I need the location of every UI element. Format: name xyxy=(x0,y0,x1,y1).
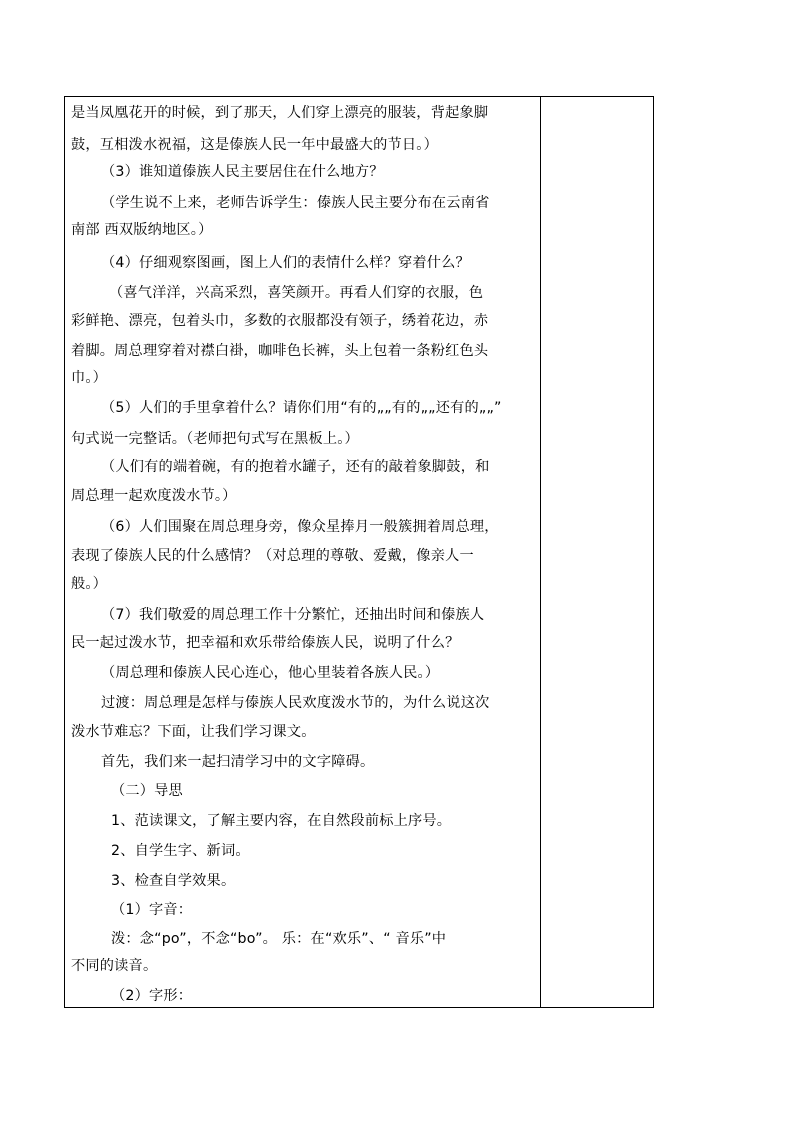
text-line: （周总理和傣族人民心连心，他心里装着各族人民。） xyxy=(101,665,440,681)
text-line: （7）我们敬爱的周总理工作十分繁忙，还抽出时间和傣族人 xyxy=(101,607,485,623)
text-line: 1、范读课文，了解主要内容，在自然段前标上序号。 xyxy=(111,813,452,829)
text-line: 表现了傣族人民的什么感情？（对总理的尊敬、爱戴，像亲人一 xyxy=(71,548,474,564)
notes-column xyxy=(542,97,653,1007)
text-line: 3、检查自学效果。 xyxy=(111,873,236,889)
text-line: 泼：念“po”，不念“bo”。 乐：在“欢乐”、“ 音乐”中 xyxy=(111,931,447,947)
text-line: 首先，我们来一起扫清学习中的文字障碍。 xyxy=(101,754,375,770)
text-line: 着脚。周总理穿着对襟白褂，咖啡色长裤，头上包着一条粉红色头 xyxy=(71,343,489,359)
text-line: 民一起过泼水节，把幸福和欢乐带给傣族人民，说明了什么？ xyxy=(71,635,460,651)
text-line: 泼水节难忘？下面，让我们学习课文。 xyxy=(71,724,316,740)
text-line: 句式说一完整话。（老师把句式写在黑板上。） xyxy=(71,431,359,447)
text-line: 过渡：周总理是怎样与傣族人民欢度泼水节的，为什么说这次 xyxy=(101,695,490,711)
text-line: 般。） xyxy=(71,576,108,592)
text-line: 彩鲜艳、漂亮，包着头巾，多数的衣服都没有领子，绣着花边，赤 xyxy=(71,313,489,329)
text-line: （喜气洋洋，兴高采烈，喜笑颜开。再看人们穿的衣服，色 xyxy=(109,285,484,301)
main-column xyxy=(65,97,541,1007)
text-line: 周总理一起欢度泼水节。） xyxy=(71,488,237,504)
text-line: （1）字音： xyxy=(111,902,193,918)
text-line: （2）字形： xyxy=(111,988,193,1004)
text-line: 2、自学生字、新词。 xyxy=(111,843,250,859)
text-line: 不同的读音。 xyxy=(71,958,158,974)
text-line: （学生说不上来，老师告诉学生：傣族人民主要分布在云南省 xyxy=(101,195,490,211)
text-line: 是当凤凰花开的时候，到了那天，人们穿上漂亮的服装，背起象脚 xyxy=(71,105,489,121)
text-line: （二）导思 xyxy=(111,783,183,799)
text-line: （6）人们围聚在周总理身旁，像众星捧月一般簇拥着周总理， xyxy=(101,519,499,535)
text-line: （人们有的端着碗，有的抱着水罐子，还有的敲着象脚鼓，和 xyxy=(101,459,490,475)
text-line: 南部 西双版纳地区。） xyxy=(71,222,213,238)
text-line: （4）仔细观察图画，图上人们的表情什么样？穿着什么？ xyxy=(101,255,470,271)
text-line: （3）谁知道傣族人民主要居住在什么地方？ xyxy=(101,164,384,180)
text-line: 巾。） xyxy=(71,370,108,386)
text-line: 鼓，互相泼水祝福，这是傣族人民一年中最盛大的节日。） xyxy=(71,137,438,153)
content-table xyxy=(64,96,654,1008)
text-line: （5）人们的手里拿着什么？请你们用“有的„„有的„„还有的„„” xyxy=(101,400,502,416)
